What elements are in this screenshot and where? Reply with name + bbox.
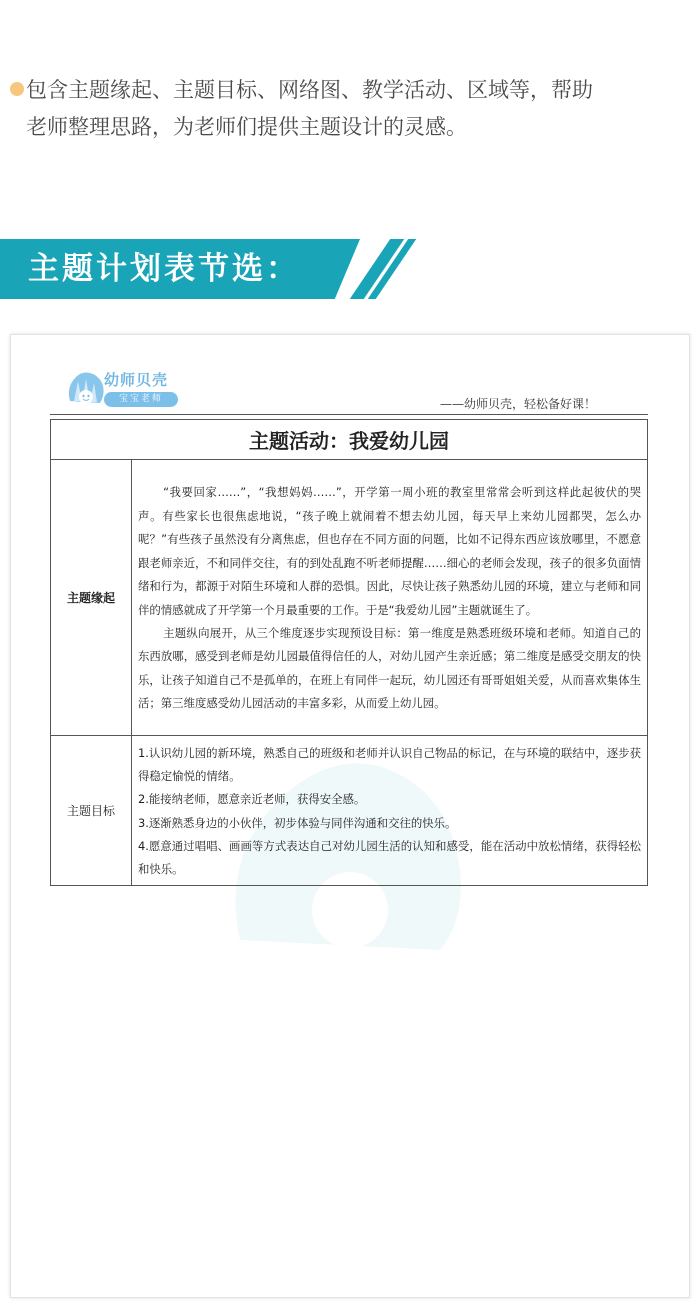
intro-line-2: 老师整理思路，为老师们提供主题设计的灵感。 [26,115,467,139]
header-divider [50,414,648,415]
origin-content [132,460,648,736]
section-title: 主题计划表节选： [28,251,300,287]
logo-name: 幼师贝壳 [104,371,169,389]
slogan: ——幼师贝壳，轻松备好课！ [440,397,597,411]
origin-paragraph: “我要回家……”，“我想妈妈……”，开学第一周小班的教室里常常会听到这样此起彼伏的哭声。有些家长也很焦虑地说，“孩子晚上就闹着不想去幼儿园，每天早上来幼儿园都哭，怎么办呢？”有些孩子虽然没有分离焦虑，但也存在不同方面的问题，比如不记得东西应该放哪里，不愿意跟老师亲近，不和同伴交往，有的到处乱跑不听老师提醒……细心的老师会发现，孩子的很多负面情绪和行为，都源于对陌生环境和人群的恐惧。因此，尽快让孩子熟悉幼儿园的环境，建立与老师和同伴的情感就成了开学第一个月最重要的工作。于是“我爱幼儿园”主题就诞生了。 [138,485,641,617]
origin-paragraph: 主题纵向展开，从三个维度逐步实现预设目标：第一维度是熟悉班级环境和老师。知道自己的东西放哪，感受到老师是幼儿园最值得信任的人，对幼儿园产生亲近感；第二维度是感受交朋友的快乐，让孩子知道自己不是孤单的，在班上有同伴一起玩，幼儿园还有哥哥姐姐关爱，从而喜欢集体生活；第三维度感受幼儿园活动的丰富多彩，从而爱上幼儿园。 [138,625,641,711]
bullet-dot-icon [10,82,24,96]
goal-item: 3.逐渐熟悉身边的小伙伴，初步体验与同伴沟通和交往的快乐。 [138,815,457,830]
goal-item: 1.认识幼儿园的新环境，熟悉自己的班级和老师并认识自己物品的标记，在与环境的联结中，逐步获得稳定愉悦的情绪。 [138,746,641,784]
intro-text [10,72,694,146]
goal-item: 4.愿意通过唱唱、画画等方式表达自己对幼儿园生活的认知和感受，能在活动中放松情绪，获得轻松和快乐。 [138,838,641,877]
goals-content [132,736,648,886]
goals-label: 主题目标 [51,736,132,886]
intro-line-1: 包含主题缘起、主题目标、网络图、教学活动、区域等，帮助 [10,72,694,109]
goal-item: 2.能接纳老师，愿意亲近老师，获得安全感。 [138,792,366,807]
plan-table [50,419,648,886]
document-title: 主题活动：我爱幼儿园 [51,420,648,460]
logo-tagline: 宝宝老师 [104,392,178,407]
origin-label: 主题缘起 [51,460,132,736]
